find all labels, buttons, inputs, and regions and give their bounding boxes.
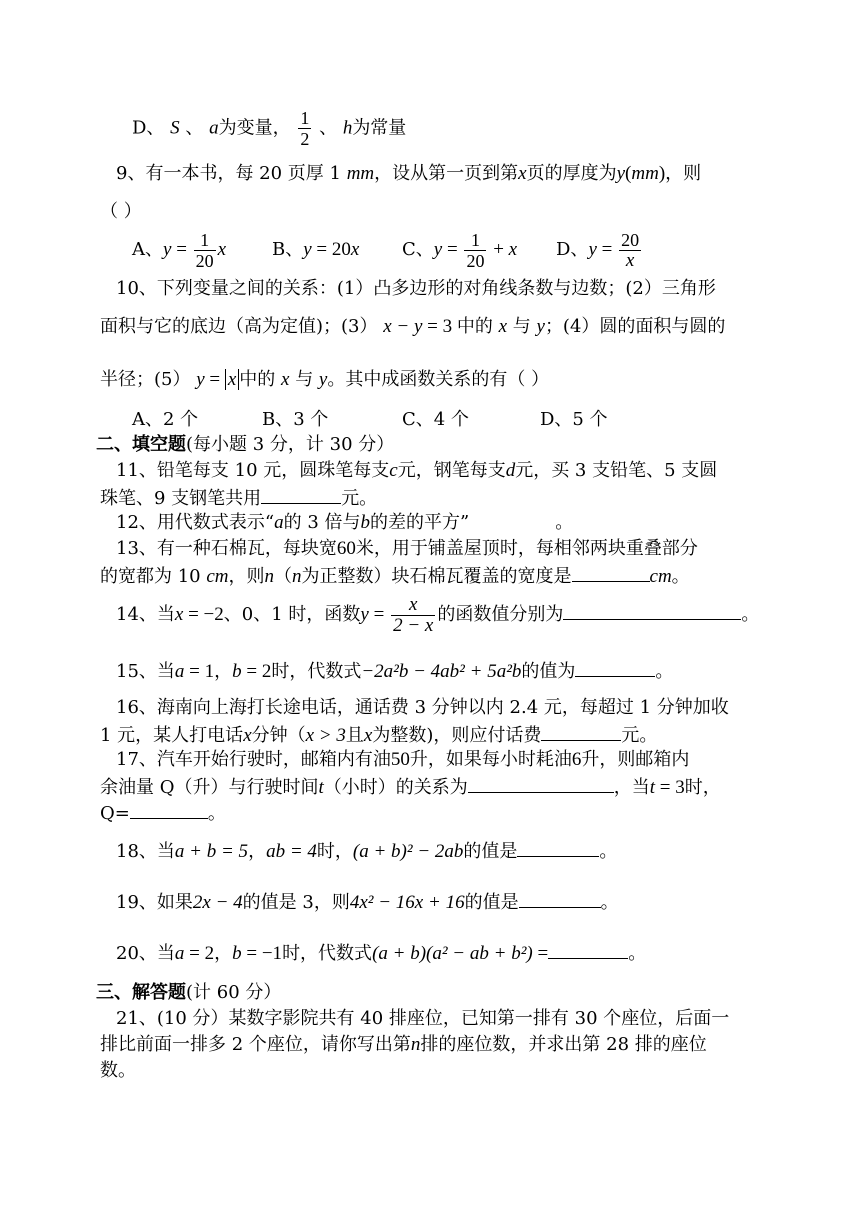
fraction: $\frac{x}{2 - x}$ <box>393 593 434 636</box>
answer-blank[interactable] <box>548 940 628 959</box>
text: 为变量， <box>218 117 291 139</box>
q17-line3: Q= 。 <box>100 800 226 826</box>
q9-line1: 9、有一本书，每 20 页厚 1 mm，设从第一页到第x页的厚度为y(mm)，则 <box>116 163 702 184</box>
q11-line2: 珠笔、9 支钢笔共用 元。 <box>100 485 377 511</box>
q21-line1: 21、(10 分）某数字影院共有 40 排座位，已知第一排有 30 个座位，后面一 <box>116 1008 730 1029</box>
answer-blank[interactable] <box>572 563 650 582</box>
q9-option-b: B、y = 20x <box>272 239 360 260</box>
fraction: $\frac{1}{20}$ <box>466 229 485 271</box>
q12-line1: 12、用代数式表示“a的 3 倍与b的差的平方” 。 <box>116 512 574 533</box>
q20-line1: 20、当a = 2，b = −1时，代数式(a + b)(a² − ab + b²) = 。 <box>116 940 646 966</box>
fraction-half: $\frac{1}{2}$ <box>300 108 310 149</box>
q17-line2: 余油量 Q（升）与行驶时间t（小时）的关系为 ，当t = 3时， <box>100 774 721 800</box>
q21-line2: 排比前面一排多 2 个座位，请你写出第n排的座位数，并求出第 28 排的座位 <box>100 1034 707 1055</box>
var-a: a <box>209 117 219 139</box>
q10-option-d: D、5 个 <box>540 409 608 430</box>
q8-option-d <box>132 108 406 149</box>
answer-blank[interactable] <box>468 774 614 793</box>
q13-line1: 13、有一种石棉瓦，每块宽60米，用于铺盖屋顶时，每相邻两块重叠部分 <box>116 538 698 559</box>
q10-option-b: B、3 个 <box>262 409 329 430</box>
answer-blank[interactable] <box>541 722 621 741</box>
q10-line3: 半径；(5） y = x 中的 x 与 y。其中成函数关系的有（ ） <box>100 369 550 390</box>
q19-line1: 19、如果2x − 4的值是 3，则4x² − 16x + 16的值是 。 <box>116 889 619 915</box>
q10-option-c: C、4 个 <box>402 409 469 430</box>
answer-blank[interactable] <box>517 838 599 857</box>
answer-blank[interactable] <box>563 601 741 620</box>
section-3-heading: 三、解答题(计 60 分） <box>96 982 282 1003</box>
answer-blank[interactable] <box>519 889 601 908</box>
q15-line1: 15、当a = 1，b = 2时，代数式−2a²b − 4ab² + 5a²b的值为 。 <box>116 658 673 684</box>
q16-line1: 16、海南向上海打长途电话，通话费 3 分钟以内 2.4 元，每超过 1 分钟加收 <box>116 697 729 718</box>
q18-line1: 18、当a + b = 5，ab = 4时，(a + b)² − 2ab的值是 。 <box>116 838 617 864</box>
fraction: $\frac{20}{x}$ <box>621 229 640 271</box>
answer-blank[interactable] <box>575 658 655 677</box>
var-h: h <box>342 117 353 139</box>
sep: 、 <box>313 117 343 139</box>
q13-line2: 的宽都为 10 cm，则n（n为正整数）块石棉瓦覆盖的宽度是 cm。 <box>100 563 690 589</box>
q9-option-d: D、y = $\frac{20}{x}$ <box>556 229 640 271</box>
option-label: D、 <box>132 117 165 139</box>
section-2-heading: 二、填空题(每小题 3 分，计 30 分） <box>96 434 395 455</box>
var-s: S <box>170 117 180 139</box>
answer-blank[interactable] <box>130 800 208 819</box>
q9-option-a: A、y = $\frac{1}{20}$ x <box>132 229 227 271</box>
q16-line2: 1 元，某人打电话x分钟（x > 3且x为整数)，则应付话费 元。 <box>100 722 657 748</box>
answer-blank[interactable] <box>261 485 341 504</box>
q14-line1: 14、当x = −2、0、1 时，函数y = $\frac{x}{2 - x}$ 的函数值分别为 。 <box>116 593 760 636</box>
abs-x: x <box>225 369 239 390</box>
fraction: $\frac{1}{20}$ <box>195 229 214 271</box>
sep: 、 <box>179 117 210 139</box>
q10-line2: 面积与它的底边（高为定值)；(3） x − y = 3 中的 x 与 y；(4）圆的面积与圆的 <box>100 316 726 337</box>
q21-line3: 数。 <box>100 1060 136 1081</box>
q10-line1: 10、下列变量之间的关系：(1）凸多边形的对角线条数与边数；(2）三角形 <box>116 278 716 299</box>
q17-line1: 17、汽车开始行驶时，邮箱内有油50升，如果每小时耗油6升，则邮箱内 <box>116 749 690 770</box>
q11-line1: 11、铅笔每支 10 元，圆珠笔每支c元，钢笔每支d元，买 3 支铅笔、5 支圆 <box>116 460 718 481</box>
q10-option-a: A、2 个 <box>132 409 199 430</box>
q9-option-c: C、y = $\frac{1}{20}$ + x <box>402 229 518 271</box>
q9-paren: （ ） <box>100 201 142 222</box>
text: 为常量 <box>352 117 407 139</box>
